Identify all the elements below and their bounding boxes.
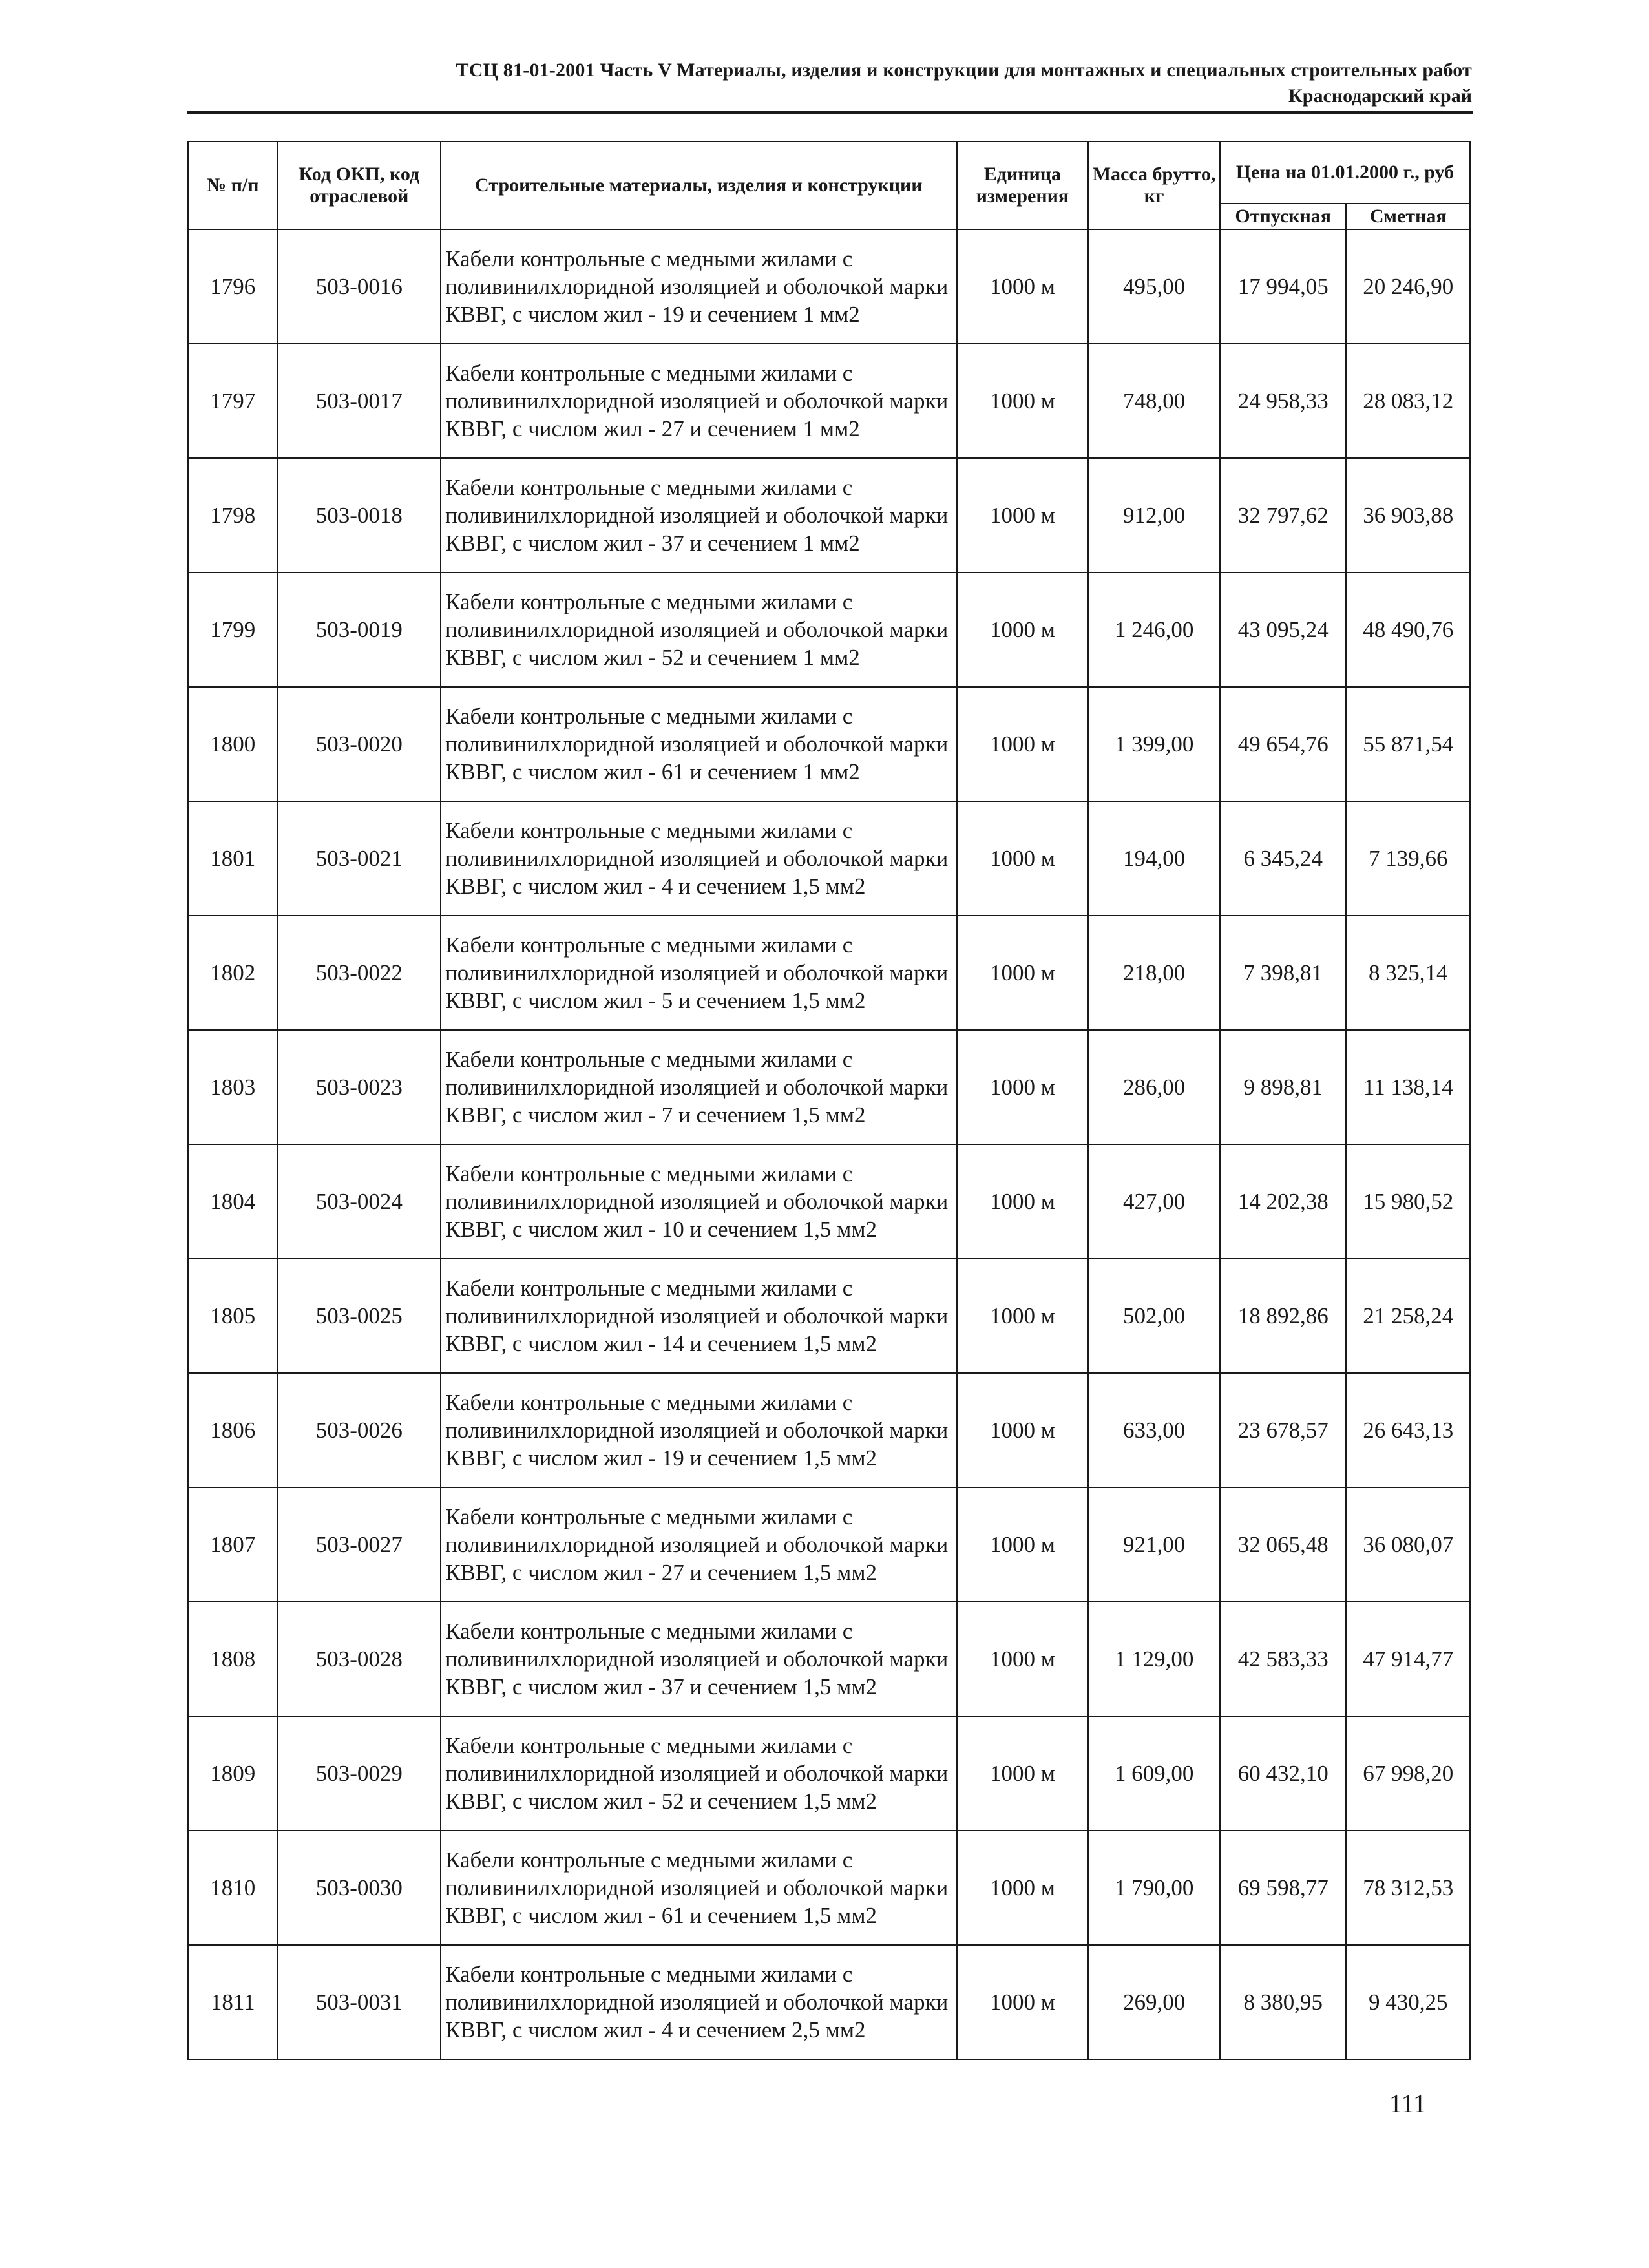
header-divider [187, 111, 1473, 114]
row-num: 1800 [188, 687, 278, 801]
row-name: Кабели контрольные с медными жилами с поливинилхлоридной изоляцией и оболочкой марки КВВГ, с числом жил - 27 и сечением 1 мм2 [441, 344, 956, 458]
row-price-estimate: 11 138,14 [1346, 1030, 1470, 1144]
row-code: 503-0024 [278, 1144, 441, 1259]
row-unit: 1000 м [957, 1373, 1089, 1487]
row-mass: 1 609,00 [1088, 1716, 1220, 1831]
row-code: 503-0020 [278, 687, 441, 801]
row-price-release: 8 380,95 [1220, 1945, 1347, 2059]
row-num: 1805 [188, 1259, 278, 1373]
row-unit: 1000 м [957, 801, 1089, 916]
table-row [188, 1716, 1470, 1831]
row-price-release: 6 345,24 [1220, 801, 1347, 916]
row-num: 1807 [188, 1487, 278, 1602]
row-name: Кабели контрольные с медными жилами с поливинилхлоридной изоляцией и оболочкой марки КВВГ, с числом жил - 61 и сечением 1,5 мм2 [441, 1831, 956, 1945]
row-price-release: 9 898,81 [1220, 1030, 1347, 1144]
row-unit: 1000 м [957, 1030, 1089, 1144]
row-price-release: 43 095,24 [1220, 572, 1347, 687]
row-mass: 633,00 [1088, 1373, 1220, 1487]
row-unit: 1000 м [957, 1831, 1089, 1945]
row-name: Кабели контрольные с медными жилами с поливинилхлоридной изоляцией и оболочкой марки КВВГ, с числом жил - 52 и сечением 1 мм2 [441, 572, 956, 687]
row-price-estimate: 15 980,52 [1346, 1144, 1470, 1259]
row-price-estimate: 28 083,12 [1346, 344, 1470, 458]
row-price-release: 17 994,05 [1220, 229, 1347, 344]
row-unit: 1000 м [957, 572, 1089, 687]
row-name: Кабели контрольные с медными жилами с поливинилхлоридной изоляцией и оболочкой марки КВВГ, с числом жил - 5 и сечением 1,5 мм2 [441, 916, 956, 1030]
row-mass: 912,00 [1088, 458, 1220, 572]
row-price-estimate: 36 903,88 [1346, 458, 1470, 572]
row-mass: 1 399,00 [1088, 687, 1220, 801]
row-name: Кабели контрольные с медными жилами с поливинилхлоридной изоляцией и оболочкой марки КВВГ, с числом жил - 19 и сечением 1,5 мм2 [441, 1373, 956, 1487]
row-code: 503-0028 [278, 1602, 441, 1716]
row-price-estimate: 20 246,90 [1346, 229, 1470, 344]
region-label: Краснодарский край [1288, 85, 1472, 107]
table-row [188, 1144, 1470, 1259]
table-row [188, 229, 1470, 344]
col-header-code: Код ОКП, код отраслевой [278, 142, 441, 229]
col-header-price-group: Цена на 01.01.2000 г., руб [1220, 142, 1470, 204]
row-price-estimate: 26 643,13 [1346, 1373, 1470, 1487]
row-code: 503-0021 [278, 801, 441, 916]
row-price-estimate: 21 258,24 [1346, 1259, 1470, 1373]
row-price-release: 49 654,76 [1220, 687, 1347, 801]
table-row [188, 1487, 1470, 1602]
row-price-release: 23 678,57 [1220, 1373, 1347, 1487]
row-code: 503-0030 [278, 1831, 441, 1945]
row-price-release: 18 892,86 [1220, 1259, 1347, 1373]
row-name: Кабели контрольные с медными жилами с поливинилхлоридной изоляцией и оболочкой марки КВВГ, с числом жил - 10 и сечением 1,5 мм2 [441, 1144, 956, 1259]
row-num: 1802 [188, 916, 278, 1030]
row-mass: 194,00 [1088, 801, 1220, 916]
row-price-estimate: 9 430,25 [1346, 1945, 1470, 2059]
col-header-unit: Единица измерения [957, 142, 1089, 229]
row-unit: 1000 м [957, 1487, 1089, 1602]
row-unit: 1000 м [957, 1716, 1089, 1831]
row-mass: 921,00 [1088, 1487, 1220, 1602]
row-price-estimate: 48 490,76 [1346, 572, 1470, 687]
row-name: Кабели контрольные с медными жилами с поливинилхлоридной изоляцией и оболочкой марки КВВГ, с числом жил - 19 и сечением 1 мм2 [441, 229, 956, 344]
row-price-release: 32 065,48 [1220, 1487, 1347, 1602]
row-num: 1804 [188, 1144, 278, 1259]
row-price-release: 14 202,38 [1220, 1144, 1347, 1259]
row-name: Кабели контрольные с медными жилами с поливинилхлоридной изоляцией и оболочкой марки КВВГ, с числом жил - 7 и сечением 1,5 мм2 [441, 1030, 956, 1144]
row-name: Кабели контрольные с медными жилами с поливинилхлоридной изоляцией и оболочкой марки КВВГ, с числом жил - 4 и сечением 1,5 мм2 [441, 801, 956, 916]
row-name: Кабели контрольные с медными жилами с поливинилхлоридной изоляцией и оболочкой марки КВВГ, с числом жил - 52 и сечением 1,5 мм2 [441, 1716, 956, 1831]
document-title: ТСЦ 81-01-2001 Часть V Материалы, изделия и конструкции для монтажных и специальных строительных работ [456, 59, 1472, 81]
row-num: 1799 [188, 572, 278, 687]
table-row [188, 801, 1470, 916]
row-name: Кабели контрольные с медными жилами с поливинилхлоридной изоляцией и оболочкой марки КВВГ, с числом жил - 4 и сечением 2,5 мм2 [441, 1945, 956, 2059]
row-price-release: 24 958,33 [1220, 344, 1347, 458]
row-mass: 502,00 [1088, 1259, 1220, 1373]
table-row [188, 458, 1470, 572]
page-number: 111 [1389, 2089, 1427, 2118]
table-row [188, 1831, 1470, 1945]
row-num: 1809 [188, 1716, 278, 1831]
row-num: 1798 [188, 458, 278, 572]
price-table [187, 141, 1471, 2060]
row-price-estimate: 55 871,54 [1346, 687, 1470, 801]
table-row [188, 344, 1470, 458]
col-header-price-release: Отпускная [1220, 204, 1347, 229]
row-unit: 1000 м [957, 1144, 1089, 1259]
row-name: Кабели контрольные с медными жилами с поливинилхлоридной изоляцией и оболочкой марки КВВГ, с числом жил - 37 и сечением 1,5 мм2 [441, 1602, 956, 1716]
row-unit: 1000 м [957, 1945, 1089, 2059]
row-price-estimate: 47 914,77 [1346, 1602, 1470, 1716]
row-mass: 286,00 [1088, 1030, 1220, 1144]
row-mass: 269,00 [1088, 1945, 1220, 2059]
row-name: Кабели контрольные с медными жилами с поливинилхлоридной изоляцией и оболочкой марки КВВГ, с числом жил - 14 и сечением 1,5 мм2 [441, 1259, 956, 1373]
table-row [188, 1602, 1470, 1716]
row-unit: 1000 м [957, 1602, 1089, 1716]
row-num: 1810 [188, 1831, 278, 1945]
row-name: Кабели контрольные с медными жилами с поливинилхлоридной изоляцией и оболочкой марки КВВГ, с числом жил - 61 и сечением 1 мм2 [441, 687, 956, 801]
col-header-num: № п/п [188, 142, 278, 229]
row-mass: 1 129,00 [1088, 1602, 1220, 1716]
row-mass: 218,00 [1088, 916, 1220, 1030]
col-header-name: Строительные материалы, изделия и конструкции [441, 142, 956, 229]
table-row [188, 687, 1470, 801]
table-row [188, 1259, 1470, 1373]
row-code: 503-0019 [278, 572, 441, 687]
row-mass: 495,00 [1088, 229, 1220, 344]
row-num: 1806 [188, 1373, 278, 1487]
row-mass: 748,00 [1088, 344, 1220, 458]
row-unit: 1000 м [957, 1259, 1089, 1373]
row-code: 503-0026 [278, 1373, 441, 1487]
row-code: 503-0022 [278, 916, 441, 1030]
row-unit: 1000 м [957, 916, 1089, 1030]
row-code: 503-0029 [278, 1716, 441, 1831]
row-code: 503-0031 [278, 1945, 441, 2059]
table-row [188, 1945, 1470, 2059]
row-name: Кабели контрольные с медными жилами с поливинилхлоридной изоляцией и оболочкой марки КВВГ, с числом жил - 37 и сечением 1 мм2 [441, 458, 956, 572]
row-code: 503-0025 [278, 1259, 441, 1373]
row-unit: 1000 м [957, 458, 1089, 572]
row-price-estimate: 78 312,53 [1346, 1831, 1470, 1945]
row-code: 503-0016 [278, 229, 441, 344]
row-unit: 1000 м [957, 687, 1089, 801]
row-num: 1796 [188, 229, 278, 344]
row-unit: 1000 м [957, 229, 1089, 344]
row-price-release: 69 598,77 [1220, 1831, 1347, 1945]
row-price-estimate: 67 998,20 [1346, 1716, 1470, 1831]
col-header-mass: Масса брутто, кг [1088, 142, 1220, 229]
row-unit: 1000 м [957, 344, 1089, 458]
row-num: 1808 [188, 1602, 278, 1716]
row-num: 1797 [188, 344, 278, 458]
row-mass: 1 790,00 [1088, 1831, 1220, 1945]
row-num: 1801 [188, 801, 278, 916]
row-price-release: 7 398,81 [1220, 916, 1347, 1030]
table-row [188, 1373, 1470, 1487]
row-price-estimate: 36 080,07 [1346, 1487, 1470, 1602]
row-price-release: 42 583,33 [1220, 1602, 1347, 1716]
row-num: 1811 [188, 1945, 278, 2059]
table-row [188, 1030, 1470, 1144]
row-code: 503-0023 [278, 1030, 441, 1144]
row-name: Кабели контрольные с медными жилами с поливинилхлоридной изоляцией и оболочкой марки КВВГ, с числом жил - 27 и сечением 1,5 мм2 [441, 1487, 956, 1602]
row-mass: 1 246,00 [1088, 572, 1220, 687]
row-price-estimate: 7 139,66 [1346, 801, 1470, 916]
row-code: 503-0018 [278, 458, 441, 572]
row-price-release: 60 432,10 [1220, 1716, 1347, 1831]
table-row [188, 572, 1470, 687]
row-code: 503-0017 [278, 344, 441, 458]
row-price-release: 32 797,62 [1220, 458, 1347, 572]
col-header-price-estimate: Сметная [1346, 204, 1470, 229]
row-price-estimate: 8 325,14 [1346, 916, 1470, 1030]
table-row [188, 916, 1470, 1030]
row-mass: 427,00 [1088, 1144, 1220, 1259]
row-code: 503-0027 [278, 1487, 441, 1602]
row-num: 1803 [188, 1030, 278, 1144]
